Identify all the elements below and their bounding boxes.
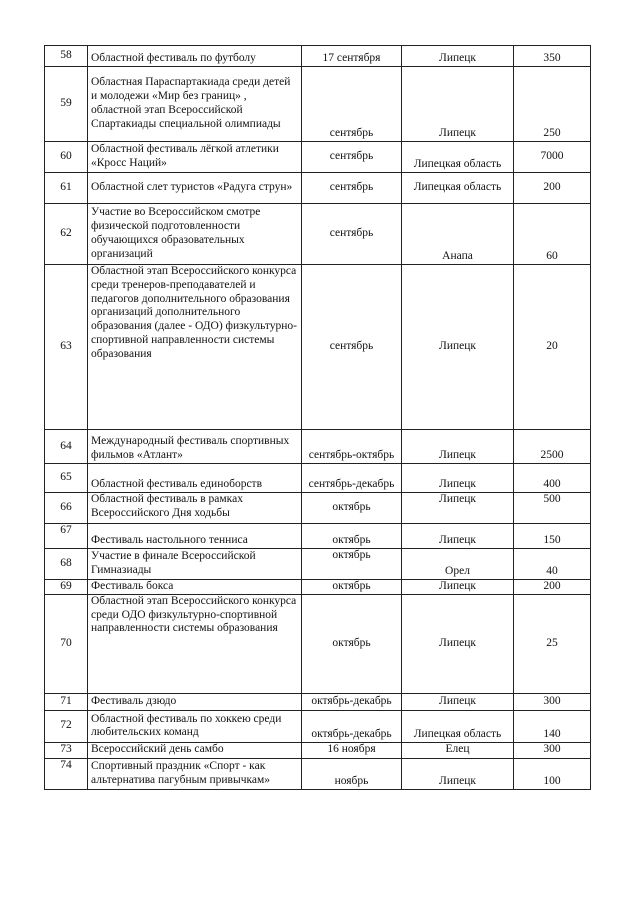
participant-count: 60 [514, 204, 591, 265]
table-row [45, 493, 591, 524]
participant-count: 400 [514, 464, 591, 493]
event-place: Липецк [402, 265, 514, 430]
event-place: Липецк [402, 580, 514, 595]
row-number: 63 [45, 265, 88, 430]
event-date: октябрь [302, 524, 402, 549]
event-place: Липецкая область [402, 173, 514, 204]
row-number: 73 [45, 742, 88, 758]
row-number: 69 [45, 580, 88, 595]
event-place: Липецк [402, 493, 514, 524]
event-place: Липецк [402, 758, 514, 789]
event-name: Областной фестиваль лёгкой атлетики «Кросс Наций» [88, 142, 302, 173]
participant-count: 100 [514, 758, 591, 789]
event-date: сентябрь [302, 173, 402, 204]
event-place: Липецк [402, 693, 514, 710]
event-date: ноябрь [302, 758, 402, 789]
row-number: 64 [45, 430, 88, 464]
row-number: 58 [45, 46, 88, 67]
event-place: Липецк [402, 464, 514, 493]
participant-count: 20 [514, 265, 591, 430]
event-date: октябрь-декабрь [302, 693, 402, 710]
event-date: октябрь-декабрь [302, 710, 402, 742]
event-name: Областная Параспартакиада среди детей и молодежи «Мир без границ» , областной этап Всероссийской Спартакиады специальной олимпиады [88, 67, 302, 142]
event-place: Липецкая область [402, 142, 514, 173]
event-date: сентябрь [302, 265, 402, 430]
event-name: Участие во Всероссийском смотре физической подготовленности обучающихся образовательных организаций [88, 204, 302, 265]
event-name: Областной фестиваль единоборств [88, 464, 302, 493]
row-number: 60 [45, 142, 88, 173]
event-place: Липецк [402, 594, 514, 693]
participant-count: 300 [514, 742, 591, 758]
event-date: сентябрь [302, 204, 402, 265]
table-row [45, 265, 591, 430]
event-place: Анапа [402, 204, 514, 265]
row-number: 59 [45, 67, 88, 142]
event-place: Липецкая область [402, 710, 514, 742]
table-row [45, 173, 591, 204]
table-row [45, 67, 591, 142]
event-name: Фестиваль дзюдо [88, 693, 302, 710]
event-name: Областной этап Всероссийского конкурса среди тренеров-преподавателей и педагогов дополнительного образования организаций дополнительного образования (далее - ОДО) физкультурно-спортивной направленности системы образования [88, 265, 302, 430]
event-date: сентябрь-октябрь [302, 430, 402, 464]
participant-count: 350 [514, 46, 591, 67]
row-number: 67 [45, 524, 88, 549]
event-name: Областной этап Всероссийского конкурса среди ОДО физкультурно-спортивной направленности системы образования [88, 594, 302, 693]
event-name: Областной фестиваль по хоккею среди любительских команд [88, 710, 302, 742]
event-date: октябрь [302, 580, 402, 595]
table-row [45, 710, 591, 742]
row-number: 68 [45, 549, 88, 580]
table-row [45, 524, 591, 549]
row-number: 61 [45, 173, 88, 204]
participant-count: 40 [514, 549, 591, 580]
event-date: октябрь [302, 549, 402, 580]
event-name: Спортивный праздник «Спорт - как альтернатива пагубным привычкам» [88, 758, 302, 789]
row-number: 65 [45, 464, 88, 493]
participant-count: 200 [514, 580, 591, 595]
participant-count: 200 [514, 173, 591, 204]
table-row [45, 204, 591, 265]
table-row [45, 464, 591, 493]
participant-count: 140 [514, 710, 591, 742]
row-number: 71 [45, 693, 88, 710]
table-row [45, 742, 591, 758]
participant-count: 500 [514, 493, 591, 524]
row-number: 72 [45, 710, 88, 742]
event-place: Липецк [402, 46, 514, 67]
table-row [45, 580, 591, 595]
row-number: 62 [45, 204, 88, 265]
row-number: 74 [45, 758, 88, 789]
table-row [45, 430, 591, 464]
event-name: Фестиваль настольного тенниса [88, 524, 302, 549]
event-place: Орел [402, 549, 514, 580]
table-row [45, 549, 591, 580]
table-row [45, 758, 591, 789]
event-name: Областной слет туристов «Радуга струн» [88, 173, 302, 204]
event-place: Елец [402, 742, 514, 758]
event-place: Липецк [402, 524, 514, 549]
event-date: октябрь [302, 594, 402, 693]
participant-count: 2500 [514, 430, 591, 464]
event-date: сентябрь [302, 67, 402, 142]
row-number: 66 [45, 493, 88, 524]
table-row [45, 594, 591, 693]
event-date: 17 сентября [302, 46, 402, 67]
participant-count: 7000 [514, 142, 591, 173]
event-name: Участие в финале Всероссийской Гимназиады [88, 549, 302, 580]
event-name: Фестиваль бокса [88, 580, 302, 595]
event-date: сентябрь [302, 142, 402, 173]
participant-count: 300 [514, 693, 591, 710]
event-date: октябрь [302, 493, 402, 524]
participant-count: 25 [514, 594, 591, 693]
table-row [45, 142, 591, 173]
participant-count: 150 [514, 524, 591, 549]
participant-count: 250 [514, 67, 591, 142]
event-date: 16 ноября [302, 742, 402, 758]
table-row [45, 46, 591, 67]
row-number: 70 [45, 594, 88, 693]
event-place: Липецк [402, 67, 514, 142]
event-name: Международный фестиваль спортивных фильмов «Атлант» [88, 430, 302, 464]
event-date: сентябрь-декабрь [302, 464, 402, 493]
event-name: Областной фестиваль по футболу [88, 46, 302, 67]
table-row [45, 693, 591, 710]
events-table [44, 45, 591, 790]
event-name: Всероссийский день самбо [88, 742, 302, 758]
event-place: Липецк [402, 430, 514, 464]
event-name: Областной фестиваль в рамках Всероссийского Дня ходьбы [88, 493, 302, 524]
